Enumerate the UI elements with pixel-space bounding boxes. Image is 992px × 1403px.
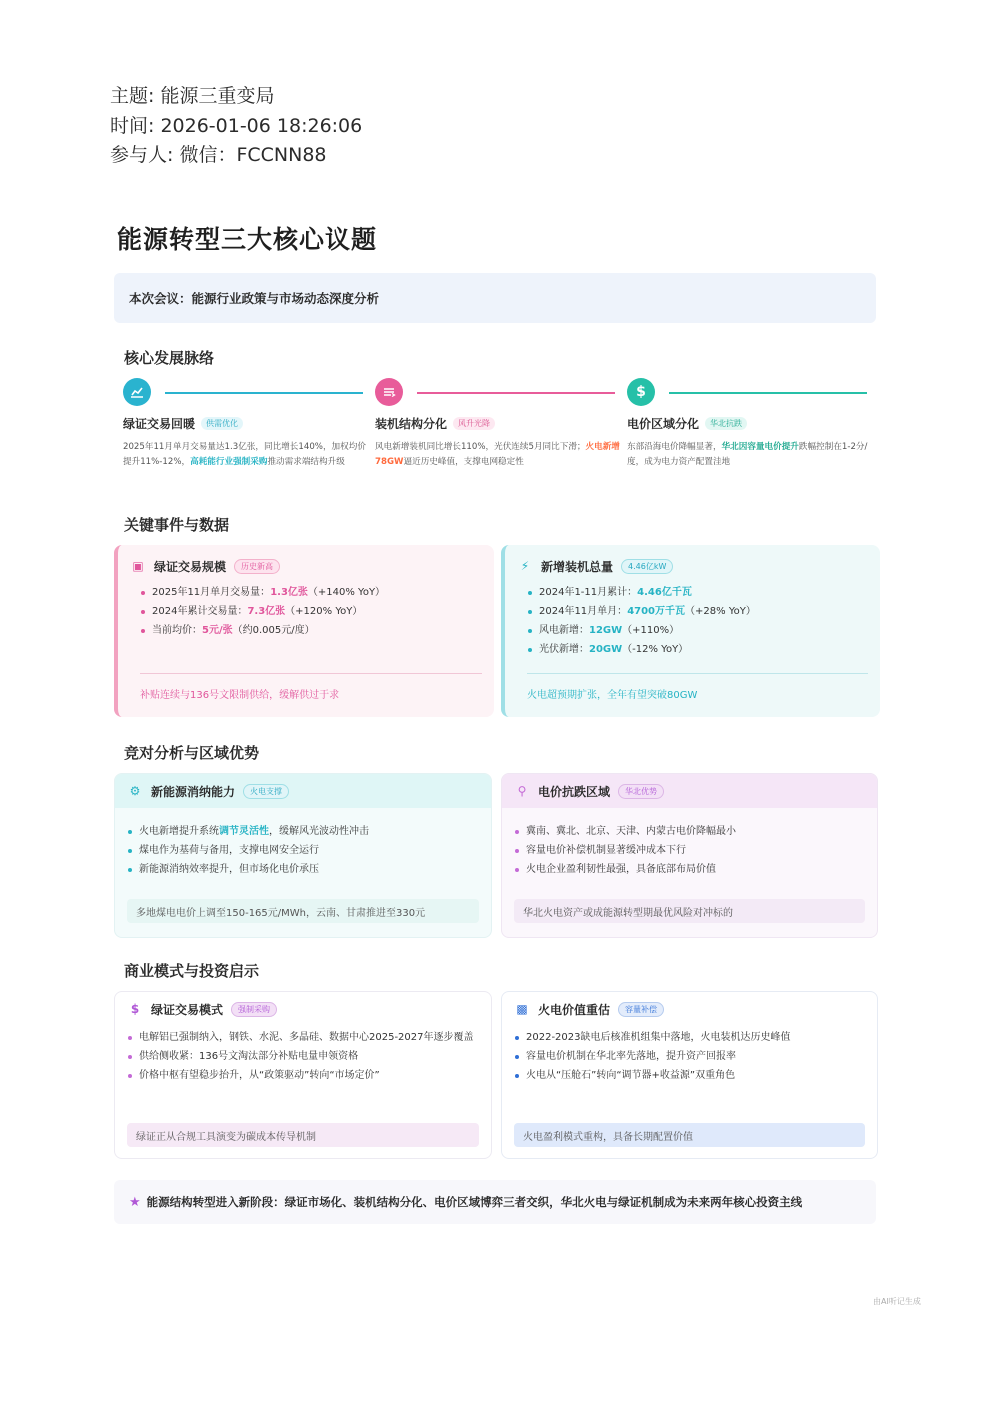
card-tag: 历史新高 [234,559,280,574]
list-item: 2024年1-11月累计：4.46亿千瓦 [527,583,880,602]
timeline-item-price [627,378,877,470]
timeline-tag: 华北抗跌 [705,417,747,430]
section-title-business: 商业模式与投资启示 [124,962,260,980]
card-price-resilient [501,773,878,938]
dollar-icon: $ [627,378,655,406]
list-item: 供给侧收紧：136号文淘汰部分补贴电量申领资格 [127,1047,477,1066]
list-item: 新能源消纳效率提升，但市场化电价承压 [127,860,491,879]
timeline-item-capacity [375,378,625,470]
summary-text: 能源结构转型进入新阶段：绿证市场化、装机结构分化、电价区域博弈三者交织，华北火电与绿证机制成为未来两年核心投资主线 [146,1195,803,1209]
list-item: 风电新增：12GW（+110%） [527,621,880,640]
card-tag: 华北优势 [618,784,664,799]
card-green-cert-model [114,991,492,1159]
list-item: 电解铝已强制纳入，钢铁、水泥、多晶硅、数据中心2025-2027年逐步覆盖 [127,1028,477,1047]
list-item: 容量电价补偿机制显著缓冲成本下行 [514,841,877,860]
section-title-timeline: 核心发展脉络 [124,349,215,367]
chip-icon: ⚙ [129,784,141,798]
timeline-title: 电价区域分化 [627,417,700,431]
meeting-time: 时间: 2026-01-06 18:26:06 [110,114,363,137]
timeline-desc: 2025年11月单月交易量达1.3亿张，同比增长140%，加权均价提升11%-12%，高耗能行业强制采购推动需求端结构升级 [123,442,366,467]
list-item: 当前均价：5元/张（约0.005元/度） [140,621,494,640]
star-icon: ★ [129,1194,141,1210]
timeline-tag: 供需优化 [201,417,243,430]
card-new-capacity [501,545,880,717]
card-footer: 绿证正从合规工具演变为碳成本传导机制 [127,1123,479,1147]
chart-icon [123,378,151,406]
timeline-desc: 东部沿海电价降幅显著，华北因容量电价提升跌幅控制在1-2分/度，成为电力资产配置洼地 [627,442,868,467]
timeline-title: 装机结构分化 [375,417,448,431]
watermark: 由AI听记生成 [873,1297,921,1306]
card-thermal-revaluation [501,991,878,1159]
card-tag: 强制采购 [231,1002,277,1017]
card-title: 火电价值重估 [538,1002,611,1017]
calendar-icon: ▣ [132,559,144,573]
list-item: 2025年11月单月交易量：1.3亿张（+140% YoY） [140,583,494,602]
list-item: 冀南、冀北、北京、天津、内蒙古电价降幅最小 [514,822,877,841]
list-item: 容量电价机制在华北率先落地，提升资产回报率 [514,1047,877,1066]
bar-chart-icon: ▩ [516,1002,528,1016]
card-footer: 火电超预期扩张，全年有望突破80GW [527,689,698,701]
timeline-item-green-cert [123,378,373,470]
list-item: 2022-2023缺电后核准机组集中落地，火电装机达历史峰值 [514,1028,877,1047]
card-divider [140,673,482,674]
list-item: 2024年11月单月：4700万千瓦（+28% YoY） [527,602,880,621]
timeline-connector [165,392,363,394]
banner-text: 本次会议：能源行业政策与市场动态深度分析 [129,291,380,306]
timeline-tag: 风升光降 [453,417,495,430]
card-consumption [114,773,492,938]
list-item: 光伏新增：20GW（-12% YoY） [527,640,880,659]
money-hand-icon: $ [130,1002,140,1016]
list-item: 火电从“压舱石”转向“调节器+收益源”双重角色 [514,1066,877,1085]
card-footer: 火电盈利模式重构，具备长期配置价值 [514,1123,865,1147]
section-title-competition: 竞对分析与区域优势 [124,744,260,762]
page-title: 能源转型三大核心议题 [117,225,378,254]
meeting-participants: 参与人: 微信：FCCNN88 [110,144,327,166]
card-title: 新增装机总量 [541,559,614,574]
card-green-cert-volume [114,545,494,717]
timeline-title: 绿证交易回暖 [123,417,196,431]
meeting-banner [114,273,876,323]
card-divider [527,673,868,674]
card-footer: 补贴连续与136号文限制供给，缓解供过于求 [140,689,340,701]
timeline-desc: 风电新增装机同比增长110%，光伏连续5月同比下滑；火电新增78GW逼近历史峰值，支撑电网稳定性 [375,442,620,467]
timeline-connector [669,392,867,394]
timeline-connector [417,392,615,394]
card-tag: 火电支撑 [243,784,289,799]
meeting-topic: 主题: 能源三重变局 [110,85,275,107]
list-item: 2024年累计交易量：7.3亿张（+120% YoY） [140,602,494,621]
card-title: 绿证交易模式 [151,1002,224,1017]
lightning-icon: ⚡ [520,559,530,573]
list-icon [375,378,403,406]
summary-box [114,1180,876,1224]
list-item: 火电新增提升系统调节灵活性，缓解风光波动性冲击 [127,822,491,841]
card-title: 电价抗跌区域 [538,784,611,799]
section-title-events: 关键事件与数据 [124,516,230,534]
list-item: 煤电作为基荷与备用，支撑电网安全运行 [127,841,491,860]
card-tag: 容量补偿 [618,1002,664,1017]
pin-icon: ⚲ [517,784,527,798]
card-title: 新能源消纳能力 [151,784,236,799]
list-item: 火电企业盈利韧性最强，具备底部布局价值 [514,860,877,879]
card-title: 绿证交易规模 [154,559,227,574]
card-tag: 4.46亿kW [621,559,673,574]
meeting-meta [110,82,362,171]
card-footer: 华北火电资产或成能源转型期最优风险对冲标的 [514,899,865,923]
card-footer: 多地煤电电价上调至150-165元/MWh，云南、甘肃推进至330元 [127,899,479,923]
list-item: 价格中枢有望稳步抬升，从“政策驱动”转向“市场定价” [127,1066,477,1085]
